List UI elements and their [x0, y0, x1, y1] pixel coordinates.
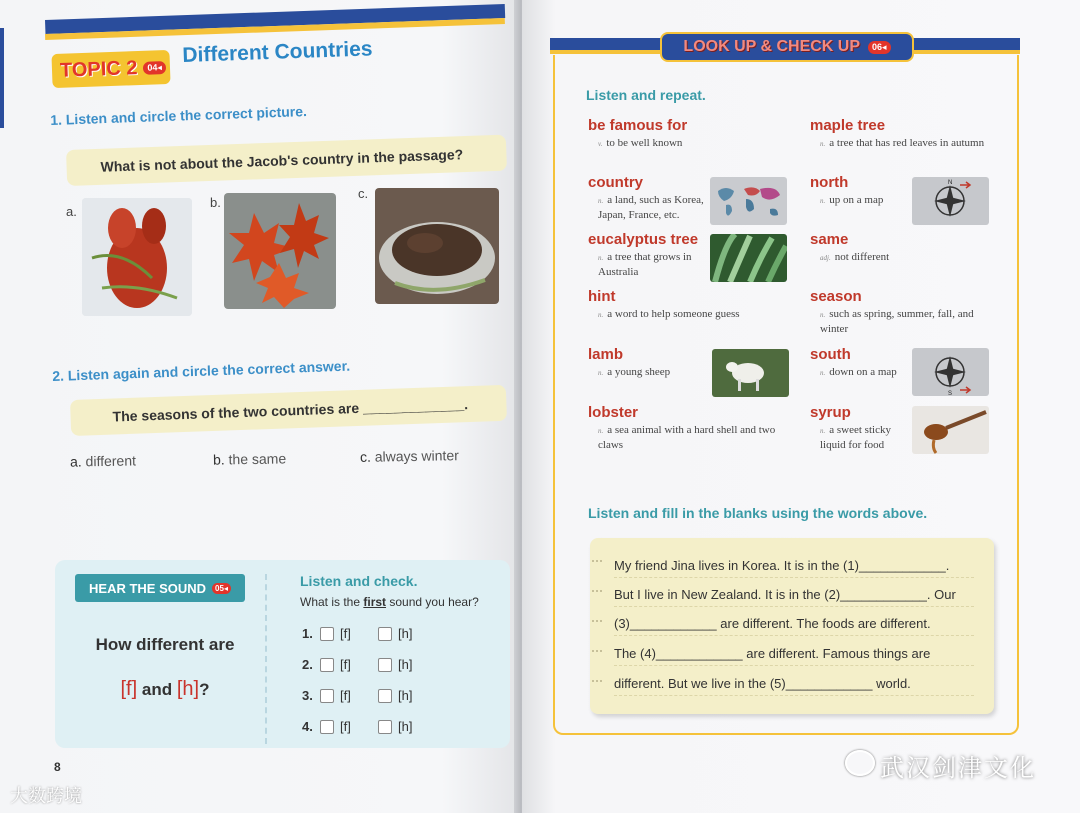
question-2-prompt: [70, 385, 507, 436]
definition-text: a word to help someone guess: [607, 308, 740, 320]
check-row-4: [302, 719, 436, 734]
lamb-dish-picture[interactable]: [375, 188, 499, 304]
checkbox[interactable]: [378, 689, 392, 703]
check-row-number: 3.: [302, 688, 313, 703]
vocab-word: lobster: [588, 404, 639, 421]
lamb-image: [712, 349, 789, 397]
passage-line-3[interactable]: (3)____________ are different. The foods are different.: [614, 616, 974, 636]
compass-icon: [912, 177, 989, 225]
hear-sounds: [75, 678, 255, 701]
check-subtitle-emphasis: first: [363, 595, 387, 609]
answer-c[interactable]: [360, 447, 459, 465]
vocab-word: country: [588, 174, 644, 191]
definition-text: not different: [834, 251, 890, 263]
look-up-check-up-badge: [660, 32, 914, 62]
page-edge-stripe: [0, 28, 4, 128]
definition-text: a land, such as Korea, Japan, France, etc.: [598, 194, 704, 221]
vocab-north: [810, 174, 910, 208]
lobster-picture[interactable]: [82, 198, 192, 316]
definition-text: a young sheep: [607, 366, 671, 378]
vocab-lobster: [588, 404, 788, 452]
check-option-h[interactable]: [378, 657, 436, 672]
check-option-h[interactable]: [378, 688, 436, 703]
check-option-label: [h]: [398, 688, 413, 703]
vocab-word: lamb: [588, 346, 624, 363]
syrup-image: [912, 406, 989, 454]
fill-in-title: Listen and fill in the blanks using the words above.: [588, 505, 928, 521]
vocab-word: maple tree: [810, 117, 886, 134]
check-row-3: [302, 688, 436, 703]
checkbox[interactable]: [320, 720, 334, 734]
option-b-letter: b.: [210, 195, 221, 210]
look-up-title: LOOK UP & CHECK UP: [683, 38, 861, 55]
check-option-label: [h]: [398, 626, 413, 641]
answer-a[interactable]: [70, 452, 136, 469]
vocab-definition: [588, 307, 788, 322]
part-of-speech: n.: [598, 427, 604, 435]
check-subtitle-post: sound you hear?: [386, 595, 479, 609]
check-option-h[interactable]: [378, 719, 436, 734]
answer-a-letter: a.: [69, 453, 82, 470]
check-row-number: 4.: [302, 719, 313, 734]
option-a-letter: a.: [66, 204, 77, 219]
topic-title: Different Countries: [182, 37, 373, 67]
definition-text: to be well known: [606, 137, 683, 149]
check-option-h[interactable]: [378, 626, 436, 641]
question-2-label: 2. Listen again and circle the correct answer.: [52, 357, 351, 384]
vocab-definition: [588, 250, 713, 279]
passage-line-1[interactable]: My friend Jina lives in Korea. It is in the (1)____________.: [614, 558, 974, 578]
check-title: Listen and check.: [300, 573, 418, 589]
lobster-icon: [82, 198, 192, 316]
vocab-word: syrup: [810, 404, 851, 421]
world-map-icon: [710, 177, 787, 225]
audio-track-icon: 05◂: [212, 583, 231, 594]
sound-f: [f]: [120, 678, 138, 700]
check-option-label: [f]: [340, 688, 351, 703]
vocab-definition: [810, 365, 910, 380]
leaves-icon: [710, 234, 787, 282]
maple-leaves-picture[interactable]: [224, 193, 336, 309]
sound-question-mark: ?: [199, 680, 210, 699]
vocab-south: [810, 346, 910, 380]
definition-text: a tree that has red leaves in autumn: [829, 137, 985, 149]
vocab-word: eucalyptus tree: [588, 231, 699, 248]
check-subtitle: [300, 595, 479, 609]
vocab-word: same: [810, 231, 849, 248]
question-1-label: 1. Listen and circle the correct picture.: [50, 103, 308, 128]
answer-b[interactable]: [213, 450, 286, 467]
definition-text: such as spring, summer, fall, and winter: [820, 308, 974, 335]
vocab-word: be famous for: [588, 117, 688, 134]
check-row-2: [302, 657, 436, 672]
watermark-left: 大数跨境: [10, 786, 82, 807]
hear-question: How different are: [95, 635, 235, 654]
vocab-definition: [588, 193, 713, 222]
part-of-speech: n.: [598, 311, 604, 319]
checkbox[interactable]: [378, 720, 392, 734]
audio-track-icon: 04 ◂: [143, 61, 166, 75]
listen-repeat-title: Listen and repeat.: [586, 87, 706, 103]
option-c-letter: c.: [358, 186, 369, 201]
answer-c-text: always winter: [374, 447, 459, 465]
definition-text: a sweet sticky liquid for food: [820, 424, 891, 451]
part-of-speech: n.: [820, 311, 826, 319]
audio-track-number: 05: [215, 583, 224, 593]
line-marker: [592, 620, 602, 624]
compass-north-image: [912, 177, 989, 225]
part-of-speech: n.: [820, 197, 826, 205]
sound-h: [h]: [176, 678, 200, 700]
checkbox[interactable]: [378, 658, 392, 672]
food-dish-icon: [375, 188, 499, 304]
check-option-label: [f]: [340, 626, 351, 641]
definition-text: a tree that grows in Australia: [598, 251, 692, 278]
vocab-word: hint: [588, 288, 616, 305]
part-of-speech: n.: [820, 140, 826, 148]
sound-and: and: [141, 680, 173, 699]
check-row-number: 2.: [302, 657, 313, 672]
vocab-definition: [810, 136, 990, 151]
passage-line-2[interactable]: But I live in New Zealand. It is in the (2)____________. Our: [614, 587, 974, 607]
check-option-f[interactable]: [320, 719, 378, 734]
check-option-f[interactable]: [320, 657, 378, 672]
checkbox[interactable]: [320, 689, 334, 703]
vocab-definition: [588, 365, 713, 380]
hear-the-sound-title: HEAR THE SOUND: [89, 580, 207, 596]
definition-text: a sea animal with a hard shell and two claws: [598, 424, 776, 451]
hear-the-sound-panel: [55, 560, 510, 748]
line-marker: [592, 680, 602, 684]
vocab-definition: [588, 423, 788, 452]
check-row-1: [302, 626, 436, 641]
topic-label: TOPIC 2: [59, 56, 138, 82]
line-marker: [592, 650, 602, 654]
syrup-spoon-icon: [912, 406, 989, 454]
topic-badge: [51, 50, 170, 88]
vocab-maple-tree: [810, 117, 990, 151]
check-option-f[interactable]: [320, 626, 378, 641]
audio-track-number: 04: [147, 62, 158, 73]
audio-track-icon: 06◂: [868, 41, 891, 54]
definition-text: down on a map: [829, 366, 897, 378]
lamb-icon: [712, 349, 789, 397]
passage-line-5[interactable]: different. But we live in the (5)____________ world.: [614, 676, 974, 696]
vocab-eucalyptus-tree: [588, 231, 713, 279]
vocab-definition: [588, 136, 788, 151]
vocab-be-famous-for: [588, 117, 788, 151]
question-1-prompt: [66, 135, 507, 186]
question-1-prompt-text: What is not about the Jacob's country in the passage?: [100, 146, 464, 175]
vocab-word: north: [810, 174, 849, 191]
part-of-speech: n.: [598, 197, 604, 205]
wechat-icon: [845, 750, 875, 776]
vocab-lamb: [588, 346, 713, 380]
svg-text:S: S: [948, 391, 953, 396]
check-option-label: [f]: [340, 657, 351, 672]
vocab-definition: [810, 250, 990, 265]
vocab-definition: [810, 193, 910, 208]
answer-b-letter: b.: [212, 451, 225, 468]
passage-line-4[interactable]: The (4)____________ are different. Famous things are: [614, 646, 974, 666]
vocab-word: south: [810, 346, 851, 363]
vocab-syrup: [810, 404, 910, 452]
vocab-same: [810, 231, 990, 265]
vocab-definition: [810, 307, 995, 336]
audio-track-number: 06: [872, 41, 883, 52]
part-of-speech: n.: [820, 427, 826, 435]
checkbox[interactable]: [378, 627, 392, 641]
panel-divider: [265, 574, 271, 744]
part-of-speech: v.: [598, 140, 603, 148]
answer-c-letter: c.: [359, 448, 372, 465]
compass-south-image: [912, 348, 989, 396]
checkbox[interactable]: [320, 658, 334, 672]
question-2-prompt-text: The seasons of the two countries are _____________.: [112, 396, 469, 425]
left-page: [0, 0, 520, 813]
part-of-speech: n.: [598, 254, 604, 262]
eucalyptus-image: [710, 234, 787, 282]
fill-in-passage: [590, 538, 994, 714]
part-of-speech: n.: [820, 369, 826, 377]
watermark-right: 武汉剑津文化: [880, 754, 1036, 782]
definition-text: up on a map: [829, 194, 884, 206]
page-number: 8: [54, 760, 61, 774]
answer-b-text: the same: [228, 450, 287, 468]
vocab-word: season: [810, 288, 862, 305]
hear-the-sound-tag: [75, 574, 245, 602]
vocab-definition: [810, 423, 910, 452]
vocab-country: [588, 174, 713, 222]
check-option-label: [h]: [398, 719, 413, 734]
part-of-speech: n.: [598, 369, 604, 377]
line-marker: [592, 590, 602, 594]
check-option-f[interactable]: [320, 688, 378, 703]
svg-text:N: N: [948, 180, 953, 186]
check-option-label: [f]: [340, 719, 351, 734]
check-subtitle-pre: What is the: [300, 595, 364, 609]
maple-leaf-icon: [224, 193, 336, 309]
part-of-speech: adj.: [820, 254, 831, 262]
check-option-label: [h]: [398, 657, 413, 672]
world-map-image: [710, 177, 787, 225]
check-row-number: 1.: [302, 626, 313, 641]
line-marker: [592, 560, 602, 564]
checkbox[interactable]: [320, 627, 334, 641]
vocab-hint: [588, 288, 788, 322]
vocab-season: [810, 288, 995, 336]
answer-a-text: different: [85, 452, 137, 470]
compass-icon: [912, 348, 989, 396]
